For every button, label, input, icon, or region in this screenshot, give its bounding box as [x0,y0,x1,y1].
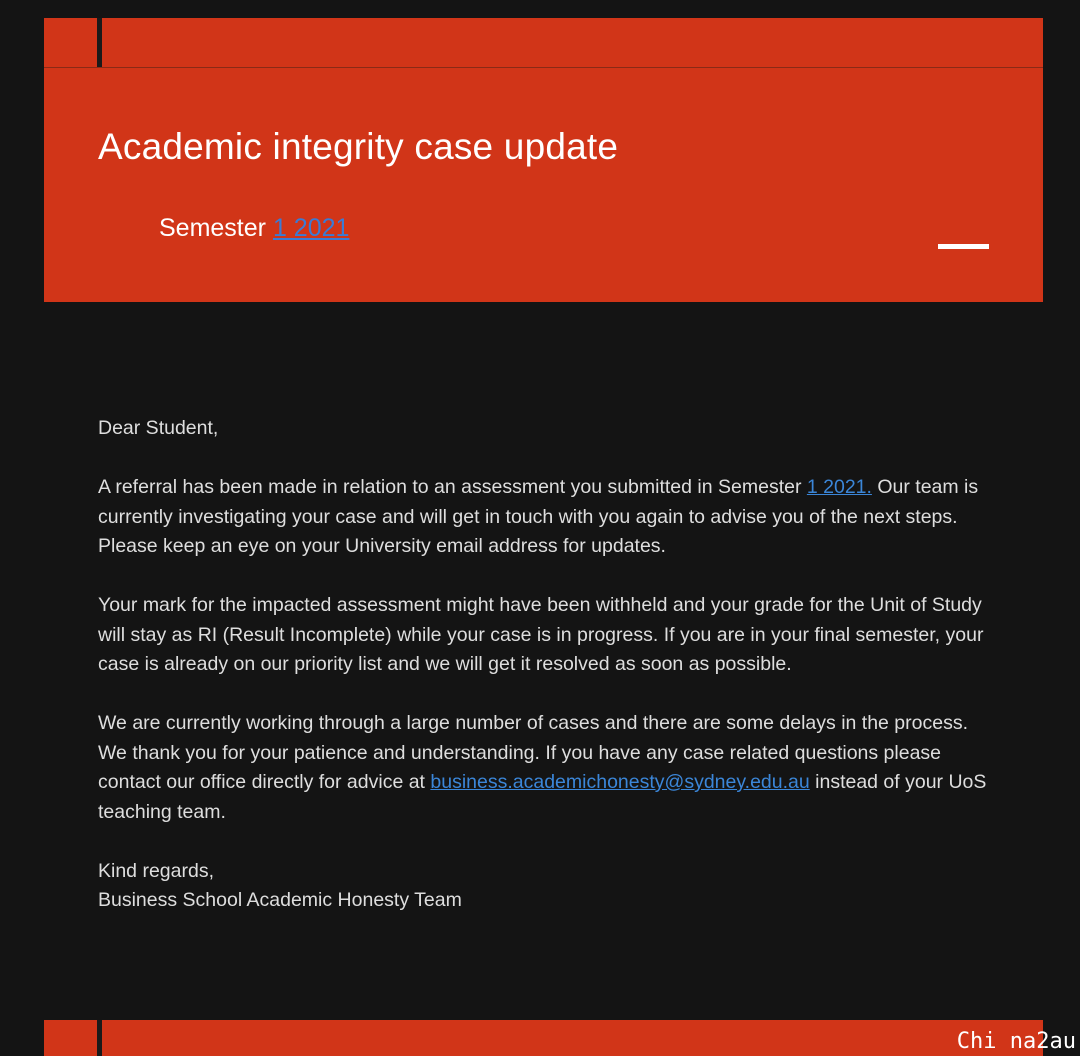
paragraph-contact-text: We are currently working through a large number of cases and there are some delays in the process. We thank you for your patience and understanding. If you have any case related questions please contact our office directly for advice at [98,712,969,793]
banner-dash-decoration [938,244,989,249]
paragraph-contact [98,709,998,827]
banner-accent-bar [97,18,102,67]
semester-inline-link[interactable]: 1 2021. [806,476,872,498]
footer-banner [44,1020,1043,1056]
signature: Business School Academic Honesty Team [98,889,462,911]
page-subtitle [159,214,349,243]
banner-divider [44,67,1043,68]
page-title: Academic integrity case update [98,126,619,167]
paragraph-contact-text-end: instead of your UoS teaching team. [98,771,987,823]
paragraph-referral [98,473,998,562]
email-body [98,414,998,945]
watermark: Chi na2au [956,1029,1076,1054]
footer-accent-bar [97,1020,102,1056]
paragraph-referral-text-end: Our team is currently investigating your case and will get in touch with you again to advise you of the next steps. Please keep an eye on your University email address for updates. [98,476,979,557]
greeting: Dear Student, [98,417,219,439]
signoff-block [98,857,998,916]
semester-link[interactable]: 1 2021 [272,214,350,242]
paragraph-referral-text: A referral has been made in relation to an assessment you submitted in Semester [98,476,807,498]
contact-email-link[interactable]: business.academichonesty@sydney.edu.au [430,771,810,793]
paragraph-mark-withheld: Your mark for the impacted assessment might have been withheld and your grade for the Unit of Study will stay as RI (Result Incomplete) while your case is in progress. If you are in your final semester, your case is already on our priority list and we will get it resolved as soon as possible. [98,594,984,675]
subtitle-prefix: Semester [159,214,273,242]
header-banner [44,18,1043,302]
signoff: Kind regards, [98,859,214,882]
